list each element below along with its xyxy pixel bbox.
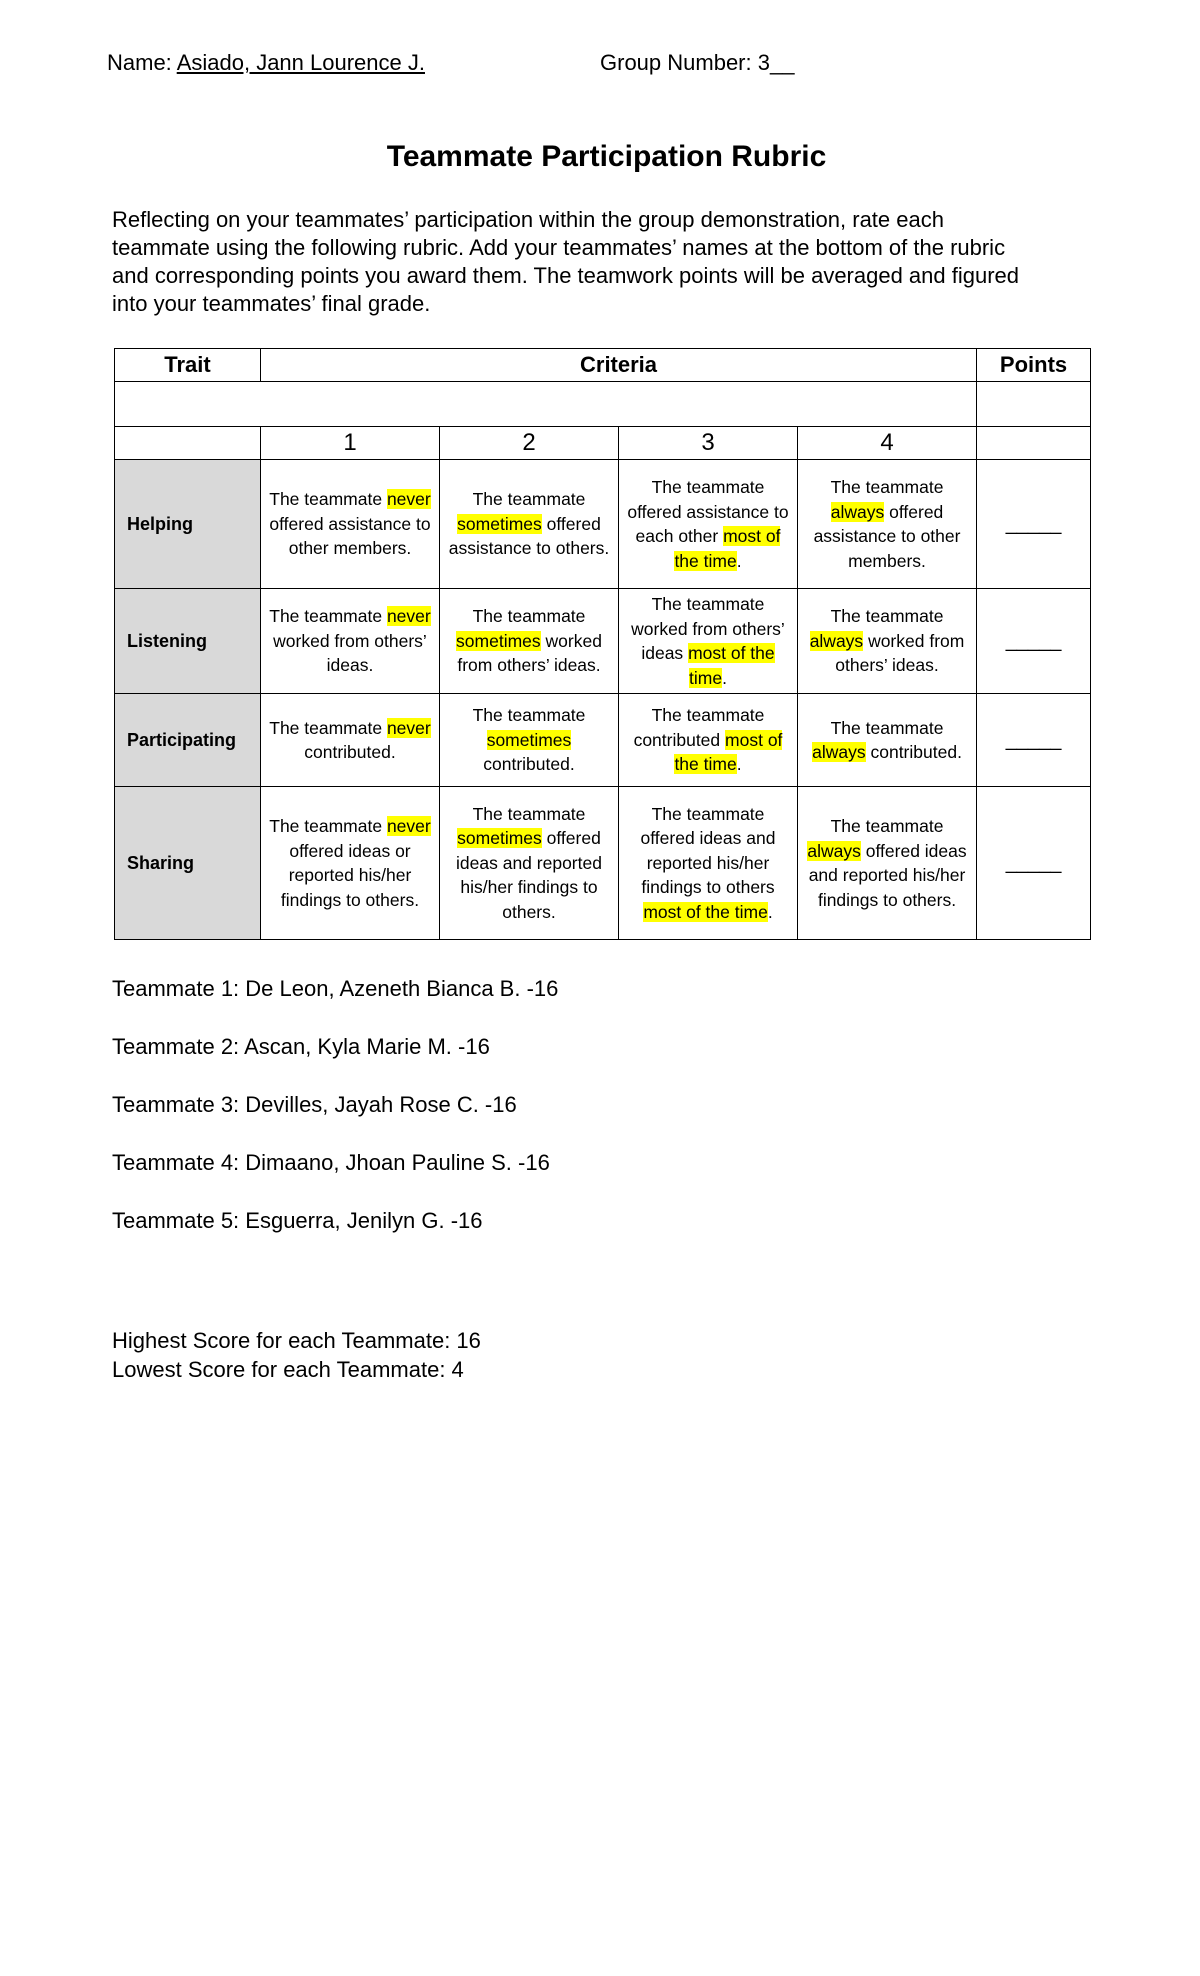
cell-text: The teammate xyxy=(269,489,383,510)
cell-text: offered ideas and reported his/her findings to others. xyxy=(808,840,967,910)
teammate-list xyxy=(112,976,558,1266)
highlight: most of the time xyxy=(643,901,768,922)
teammate-entry: Teammate 5: Esguerra, Jenilyn G. -16 xyxy=(112,1208,483,1233)
highlight: sometimes xyxy=(457,828,542,849)
cell-text: offered assistance to others. xyxy=(448,513,610,559)
criteria-cell xyxy=(440,460,619,589)
cell-text: The teammate xyxy=(269,606,383,627)
intro-paragraph xyxy=(112,206,1102,318)
points-blank[interactable]: _____ xyxy=(977,787,1091,940)
cell-text: offered ideas or reported his/her findings to others. xyxy=(280,840,420,910)
highlight: never xyxy=(386,489,431,510)
score-level: 1 xyxy=(261,427,440,460)
intro-line: into your teammates’ final grade. xyxy=(112,291,431,316)
cell-text: The teammate offered assistance to each other xyxy=(627,477,789,546)
highest-score: Highest Score for each Teammate: 16 xyxy=(112,1328,481,1353)
criteria-cell xyxy=(440,589,619,694)
table-row xyxy=(115,694,1091,787)
teammate-entry: Teammate 4: Dimaano, Jhoan Pauline S. -16 xyxy=(112,1150,550,1175)
highlight: always xyxy=(807,840,861,861)
cell-text: The teammate xyxy=(472,803,586,824)
cell-text: worked from others’ ideas. xyxy=(273,630,427,676)
cell-text: The teammate contributed xyxy=(633,705,765,750)
highlight: sometimes xyxy=(456,630,541,651)
highlight: most of the time xyxy=(688,643,775,688)
cell-text: . xyxy=(722,667,727,688)
teammate-entry: Teammate 3: Devilles, Jayah Rose C. -16 xyxy=(112,1092,517,1117)
score-level: 4 xyxy=(798,427,977,460)
table-header-row xyxy=(115,349,1091,382)
cell-text: worked from others’ ideas. xyxy=(835,630,965,676)
cell-text: The teammate xyxy=(830,717,944,738)
criteria-cell xyxy=(798,460,977,589)
criteria-cell xyxy=(261,787,440,940)
criteria-cell xyxy=(619,460,798,589)
points-blank[interactable]: _____ xyxy=(977,694,1091,787)
cell-text: The teammate xyxy=(472,705,586,726)
header-criteria: Criteria xyxy=(261,349,977,382)
lowest-score: Lowest Score for each Teammate: 4 xyxy=(112,1357,464,1382)
highlight: most of the time xyxy=(674,526,781,571)
name-label: Name: xyxy=(107,50,172,75)
criteria-cell xyxy=(798,694,977,787)
cell-text: contributed. xyxy=(870,742,962,762)
score-level: 3 xyxy=(619,427,798,460)
cell-text: contributed. xyxy=(304,742,396,762)
score-level-row xyxy=(115,427,1091,460)
table-row xyxy=(115,787,1091,940)
cell-text: . xyxy=(736,754,742,775)
cell-text: The teammate xyxy=(830,477,944,497)
score-level-empty xyxy=(115,427,261,460)
criteria-cell xyxy=(619,694,798,787)
name-value: Asiado, Jann Lourence J. xyxy=(176,50,425,75)
cell-text: The teammate xyxy=(472,489,586,510)
cell-text: The teammate xyxy=(269,717,383,738)
highlight: sometimes xyxy=(457,513,542,534)
points-blank[interactable]: _____ xyxy=(977,589,1091,694)
criteria-cell xyxy=(798,589,977,694)
name-line xyxy=(107,50,425,76)
teammate-entry: Teammate 2: Ascan, Kyla Marie M. -16 xyxy=(112,1034,490,1059)
highlight: never xyxy=(386,606,431,627)
criteria-cell xyxy=(619,589,798,694)
highlight: always xyxy=(812,742,866,762)
score-level-empty xyxy=(977,427,1091,460)
cell-text: offered assistance to other members. xyxy=(813,501,961,571)
criteria-cell xyxy=(261,694,440,787)
page-title: Teammate Participation Rubric xyxy=(386,140,827,173)
highlight: always xyxy=(830,501,885,522)
trait-cell: Helping xyxy=(115,460,261,589)
cell-text: contributed. xyxy=(483,754,575,775)
intro-line: and corresponding points you award them. The teamwork points will be averaged and figured xyxy=(112,263,1020,288)
criteria-cell xyxy=(440,787,619,940)
group-label: Group Number: 3 xyxy=(600,50,770,75)
points-blank[interactable]: _____ xyxy=(977,460,1091,589)
trait-cell: Participating xyxy=(115,694,261,787)
intro-line: Reflecting on your teammates’ participation within the group demonstration, rate each xyxy=(112,207,944,232)
score-level: 2 xyxy=(440,427,619,460)
blank-points-cell xyxy=(977,382,1091,427)
cell-text: The teammate xyxy=(269,816,383,836)
cell-text: The teammate xyxy=(830,606,944,627)
cell-text: . xyxy=(767,901,773,922)
trait-cell: Listening xyxy=(115,589,261,694)
teammate-entry: Teammate 1: De Leon, Azeneth Bianca B. -16 xyxy=(112,976,559,1001)
group-underline: __ xyxy=(769,50,795,75)
criteria-cell xyxy=(261,589,440,694)
highlight: sometimes xyxy=(486,729,572,750)
highlight: most of the time xyxy=(674,729,783,775)
highlight: never xyxy=(386,816,431,836)
blank-cell xyxy=(115,382,977,427)
cell-text: offered ideas and reported his/her findings to others. xyxy=(456,828,602,922)
criteria-cell xyxy=(261,460,440,589)
cell-text: . xyxy=(736,550,742,571)
header-trait: Trait xyxy=(115,349,261,382)
cell-text: The teammate xyxy=(830,816,944,836)
cell-text: The teammate worked from others’ ideas xyxy=(631,594,785,663)
cell-text: worked from others’ ideas. xyxy=(457,630,602,676)
table-row xyxy=(115,460,1091,589)
blank-row xyxy=(115,382,1091,427)
highlight: never xyxy=(386,717,431,738)
criteria-cell xyxy=(440,694,619,787)
cell-text: The teammate xyxy=(472,606,586,627)
cell-text: offered assistance to other members. xyxy=(269,513,431,559)
highlight: always xyxy=(809,630,864,651)
trait-cell: Sharing xyxy=(115,787,261,940)
rubric-table xyxy=(114,348,1091,940)
cell-text: The teammate offered ideas and reported his/her findings to others xyxy=(640,803,776,898)
header-points: Points xyxy=(977,349,1091,382)
score-summary xyxy=(112,1326,481,1384)
criteria-cell xyxy=(798,787,977,940)
table-row xyxy=(115,589,1091,694)
criteria-cell xyxy=(619,787,798,940)
group-line xyxy=(600,50,794,76)
intro-line: teammate using the following rubric. Add your teammates’ names at the bottom of the rubric xyxy=(112,235,1006,260)
